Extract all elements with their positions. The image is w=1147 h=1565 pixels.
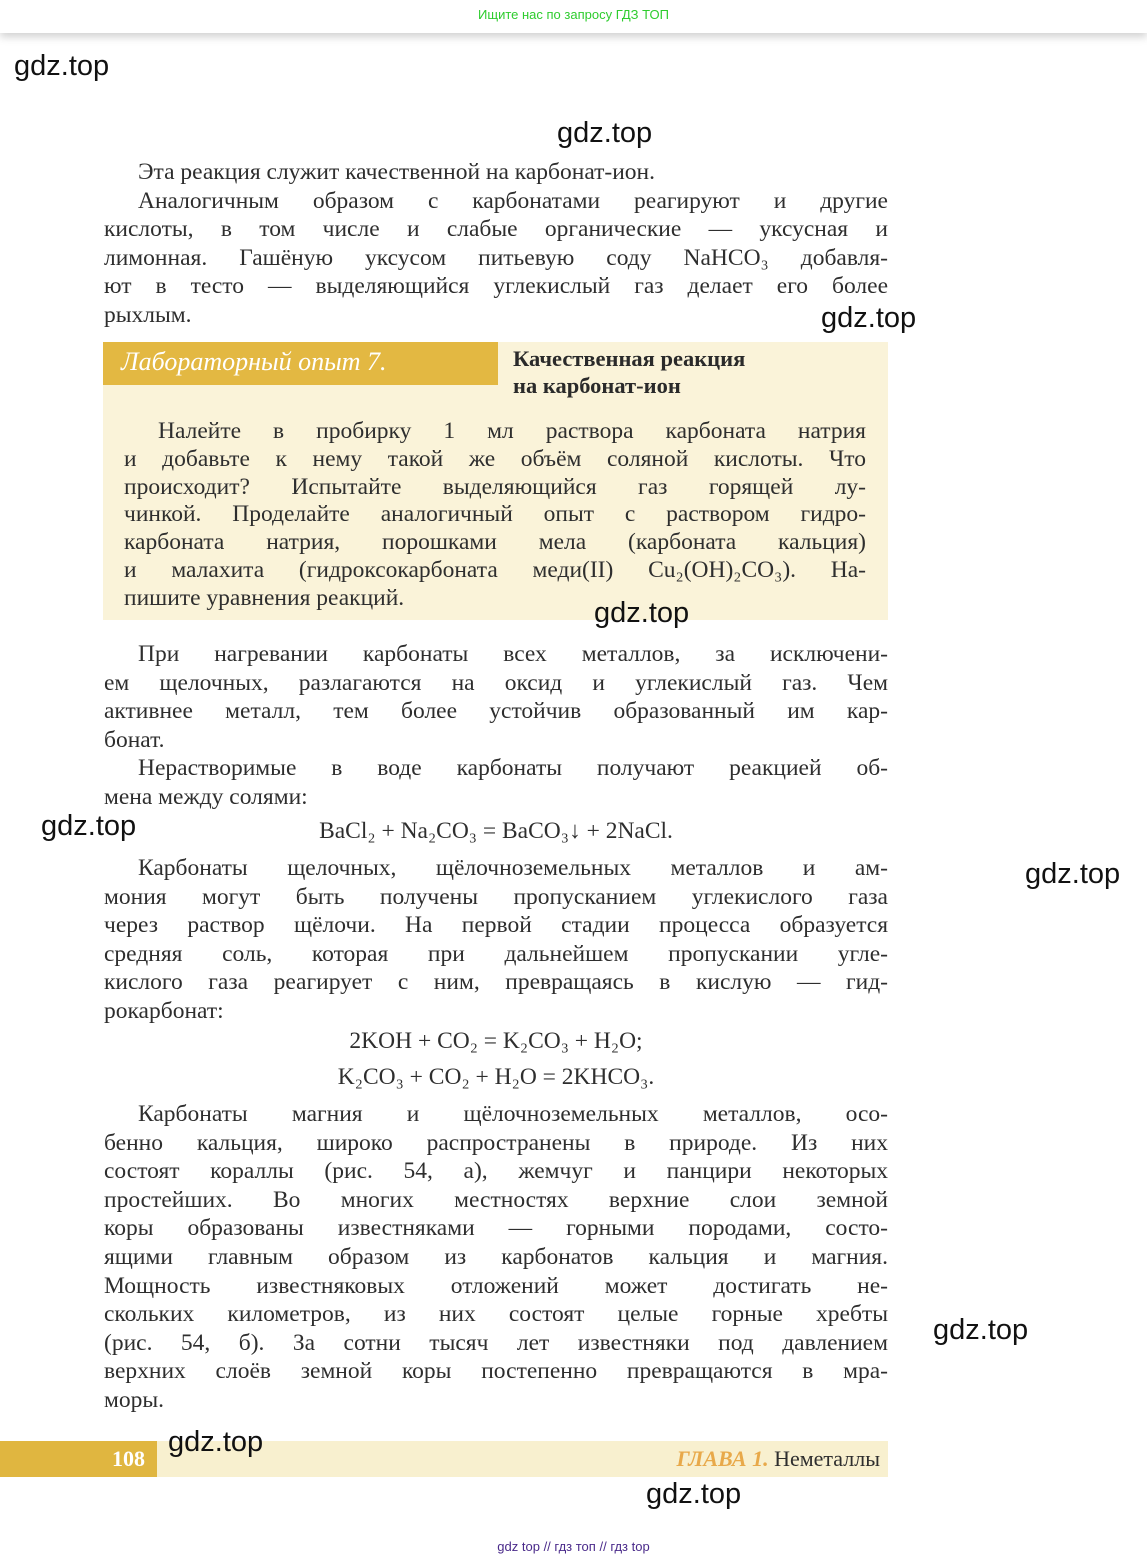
- paragraph-group: [104, 854, 888, 1026]
- lab-text-line: чинкой. Проделайте аналогичный опыт с раствором гидро-: [124, 501, 866, 528]
- text-line: коры образованы известняками — горными породами, состо-: [104, 1215, 888, 1242]
- bottom-links: [0, 1539, 1147, 1554]
- text-line: рокарбонат:: [104, 997, 224, 1024]
- text-line: состоят кораллы (рис. 54, а), жемчуг и панцири некоторых: [104, 1158, 888, 1185]
- separator: //: [543, 1539, 551, 1554]
- link[interactable]: гдз top: [610, 1539, 650, 1554]
- paragraph-group: [104, 1100, 888, 1415]
- text-line: (рис. 54, б). За сотни тысяч лет известняки под давлением: [104, 1329, 888, 1356]
- lab-tag: Лабораторный опыт 7.: [103, 342, 498, 385]
- lab-title-line: Качественная реакция: [513, 346, 746, 371]
- text-line: Мощность известняковых отложений может достигать не-: [104, 1272, 888, 1299]
- link[interactable]: gdz top: [497, 1539, 540, 1554]
- text-line: Карбонаты магния и щёлочноземельных металлов, осо-: [138, 1101, 888, 1127]
- lab-body: [124, 418, 866, 613]
- text-line: скольких километров, из них состоят целые горные хребты: [104, 1301, 888, 1328]
- text-line: лимонная. Гашёную уксусом питьевую соду NaHCO₃ добавля-: [104, 244, 888, 271]
- text-line: мония могут быть получены пропусканием углекислого газа: [104, 883, 888, 910]
- text-line: мена между солями:: [104, 783, 308, 810]
- equation: 2KOH + CO₂ = K₂CO₃ + H₂O;: [349, 1028, 643, 1054]
- text-line: ящими главным образом из карбонатов кальция и магния.: [104, 1243, 888, 1270]
- lab-text-line: происходит? Испытайте выделяющийся газ горящей лу-: [124, 473, 866, 500]
- text-line: через раствор щёлочи. На первой стадии процесса образуется: [104, 912, 888, 939]
- equation: K₂CO₃ + CO₂ + H₂O = 2KHCO₃.: [337, 1064, 655, 1090]
- separator: //: [599, 1539, 607, 1554]
- text-line: бонат.: [104, 726, 165, 753]
- watermark: gdz.top: [41, 810, 137, 842]
- link[interactable]: гдз топ: [554, 1539, 596, 1554]
- lab-text-line: и малахита (гидроксокарбоната меди(II) Cu₂(OH)₂CO₃). На-: [124, 556, 866, 583]
- paragraph-group: [104, 158, 888, 330]
- text-line: Аналогичным образом с карбонатами реагируют и другие: [138, 187, 888, 214]
- watermark: gdz.top: [557, 117, 653, 149]
- text-line: верхних слоёв земной коры постепенно превращаются в мра-: [104, 1358, 888, 1385]
- lab-text-line: карбоната натрия, порошками мела (карбоната кальция): [124, 529, 866, 556]
- watermark: gdz.top: [1025, 858, 1121, 890]
- watermark: gdz.top: [594, 597, 690, 629]
- text-line: активнее металл, тем более устойчив образованный им кар-: [104, 698, 888, 725]
- paragraph-group: [104, 640, 888, 812]
- text-line: бенно кальция, широко распространены в природе. Из них: [104, 1129, 888, 1156]
- watermark: gdz.top: [933, 1314, 1029, 1346]
- watermark: gdz.top: [821, 302, 917, 334]
- text-line: средняя соль, которая при дальнейшем пропускании угле-: [104, 940, 888, 967]
- page-footer: [0, 1441, 888, 1477]
- text-line: Карбонаты щелочных, щёлочноземельных металлов и ам-: [138, 855, 888, 881]
- text-line: ют в тесто — выделяющийся углекислый газ делает его более: [104, 273, 888, 300]
- chapter-number: ГЛАВА 1.: [676, 1446, 769, 1471]
- watermark: gdz.top: [646, 1478, 742, 1510]
- page-number: 108: [112, 1446, 145, 1471]
- page-number-box: [0, 1441, 157, 1477]
- text-line: рыхлым.: [104, 301, 192, 328]
- banner-text: Ищите нас по запросу ГДЗ ТОП: [478, 7, 669, 22]
- text-line: Нерастворимые в воде карбонаты получают реакцией об-: [138, 755, 888, 782]
- watermark: gdz.top: [168, 1426, 264, 1458]
- lab-text-line: Налейте в пробирку 1 мл раствора карбоната натрия: [158, 418, 866, 444]
- lab-title-line: на карбонат-ион: [513, 373, 681, 398]
- lab-title: [513, 345, 745, 399]
- text-line: моры.: [104, 1386, 165, 1413]
- chapter-title: Неметаллы: [774, 1446, 880, 1471]
- equation: BaCl₂ + Na₂CO₃ = BaCO₃↓ + 2NaCl.: [319, 818, 673, 844]
- top-banner: [0, 0, 1147, 33]
- chapter-label: [677, 1441, 880, 1477]
- text-line: ем щелочных, разлагаются на оксид и углекислый газ. Чем: [104, 669, 888, 696]
- lab-text-line: пишите уравнения реакций.: [124, 584, 405, 611]
- text-line: простейших. Во многих местностях верхние слои земной: [104, 1186, 888, 1213]
- text-line: кислоты, в том числе и слабые органические — уксусная и: [104, 216, 888, 243]
- text-line: Эта реакция служит качественной на карбонат-ион.: [138, 159, 656, 185]
- text-line: При нагревании карбонаты всех металлов, за исключени-: [138, 641, 888, 667]
- text-line: кислого газа реагирует с ним, превращаясь в кислую — гид-: [104, 969, 888, 996]
- lab-experiment-box: [103, 342, 888, 620]
- watermark: gdz.top: [14, 50, 110, 82]
- lab-text-line: и добавьте к нему такой же объём соляной кислоты. Что: [124, 445, 866, 472]
